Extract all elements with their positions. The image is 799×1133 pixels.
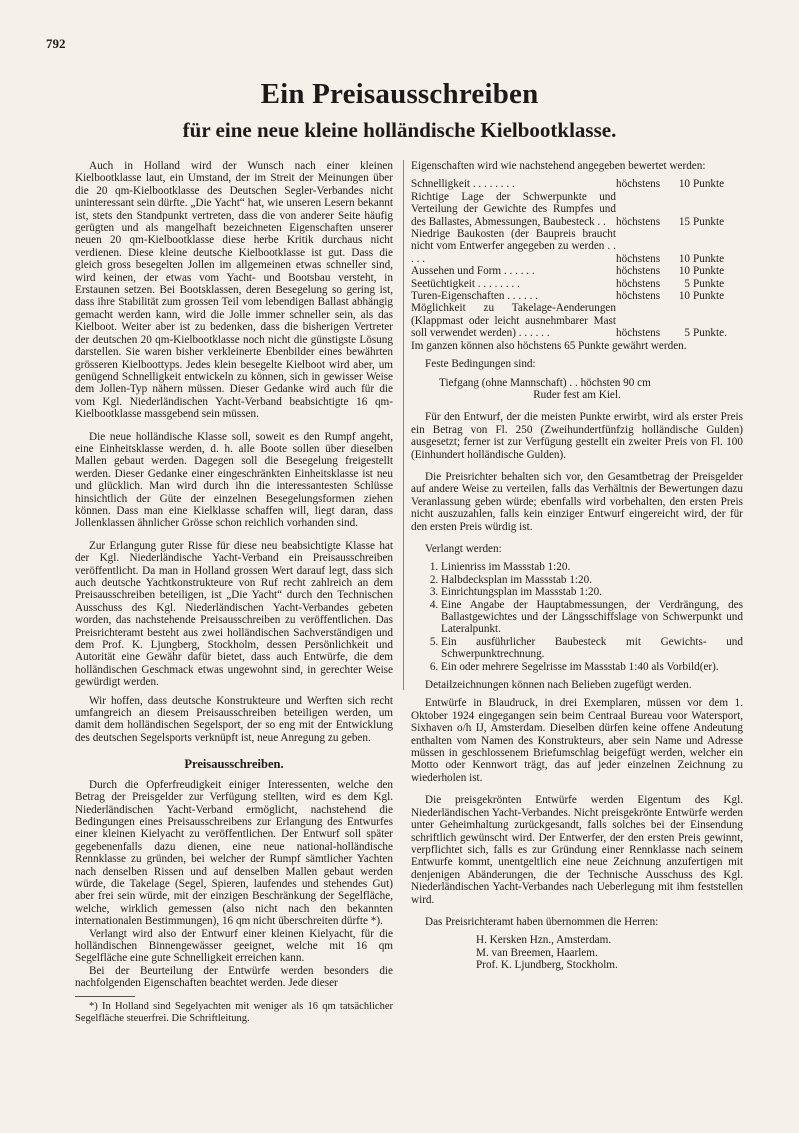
criteria-row <box>411 228 743 265</box>
criteria-qualifier: höchstens <box>616 327 661 340</box>
footnote: *) In Holland sind Segelyachten mit weniger als 16 qm tatsächlicher Segelfläche steuerfrei. Die Schriftleitung. <box>75 1000 393 1024</box>
criteria-points: 5 <box>684 277 690 290</box>
criteria-label: Niedrige Baukosten (der Baupreis braucht nicht vom Entwerfer angegeben zu werden . . . . . <box>411 228 616 265</box>
paragraph: Für den Entwurf, der die meisten Punkte erwirbt, wird als erster Preis ein Betrag von Fl. 250 (Zweihundertfünfzig holländische Gulden) ausgesetzt; ferner ist zur Verfügung gestellt ein zweiter Preis von Fl. 100 (Einhundert holländische Gulden). <box>411 411 743 461</box>
criteria-qualifier: höchstens <box>616 215 661 228</box>
criteria-row <box>411 302 743 339</box>
criteria-qualifier: höchstens <box>616 277 661 290</box>
criteria-row <box>411 265 743 277</box>
total-points: Im ganzen können also höchstens 65 Punkte gewährt werden. <box>411 339 687 352</box>
criteria-unit: Punkte <box>693 252 725 265</box>
paragraph: Wir hoffen, dass deutsche Konstrukteure und Werften sich recht umfangreich an diesem Preisausschreiben beteiligen werden, um damit dem holländischen Segelsport, der so eng mit der Entwicklung des deutschen Segelsports verknüpft ist, neue Anregung zu geben. <box>75 694 393 744</box>
judge-name: M. van Breemen, Haarlem. <box>476 946 598 959</box>
criteria-unit: Punkte <box>693 277 725 290</box>
criteria-qualifier: höchstens <box>616 290 661 303</box>
list-item: 3. Einrichtungsplan im Massstab 1:20. <box>441 586 743 598</box>
paragraph: Detailzeichnungen können nach Belieben zugefügt werden. <box>425 679 692 692</box>
criteria-label: Richtige Lage der Schwerpunkte und Verteilung der Gewichte des Rumpfes und des Ballastes, Abmessungen, Baubesteck . . <box>411 190 616 228</box>
criteria-points: 5 <box>684 327 690 340</box>
criteria-label: Möglichkeit zu Takelage-Aenderungen (Klappmast oder leicht ausnehmbarer Mast soll verwendet werden) . . . . . . <box>411 302 616 340</box>
article-subtitle: für eine neue kleine holländische Kielbootklasse. <box>182 118 617 142</box>
paragraph: Die preisgekrönten Entwürfe werden Eigentum des Kgl. Niederländischen Yacht-Verbandes. Nicht preisgekrönte Entwürfe werden unter Geheimhaltung zurückgesandt, falls solches bei der Einsendung schriftlich gewünscht wird. Der Entwerfer, der den ersten Preis gewinnt, verpflichtet sich, falls es zur Gründung einer Rennklasse nach seinem Entwurfe kommt, unentgeltlich eine neue Zeichnung anzufertigen mit denjenigen Abänderungen, die der Technische Ausschuss des Kgl. Niederländischen Yacht-Verbandes nach Ueberlegung mit ihm feststellen wird. <box>411 794 743 906</box>
criteria-table <box>411 178 743 339</box>
criteria-unit: Punkte <box>693 290 725 303</box>
judge-name: Prof. K. Ljundberg, Stockholm. <box>476 959 618 972</box>
criteria-points: 10 <box>678 265 690 278</box>
list-item: 6. Ein oder mehrere Segelrisse im Massstab 1:40 als Vorbild(er). <box>441 661 743 673</box>
fixed-condition-draft: Tiefgang (ohne Mannschaft) . . höchsten 90 cm <box>439 376 651 389</box>
criteria-points: 10 <box>678 178 690 191</box>
criteria-row <box>411 178 743 190</box>
required-title: Verlangt werden: <box>425 542 502 555</box>
paragraph: Verlangt wird also der Entwurf einer kleinen Kielyacht, für die holländischen Binnengewässer geeignet, welche mit 16 qm Segelfläche eine gute Schnelligkeit erreichen kann. <box>75 927 393 965</box>
list-item: 5. Ein ausführlicher Baubesteck mit Gewichts- und Schwerpunktrechnung. <box>441 636 743 661</box>
right-column <box>411 160 743 972</box>
criteria-unit: Punkte <box>693 178 725 191</box>
criteria-row <box>411 278 743 290</box>
footnote-rule <box>75 996 135 997</box>
criteria-label: Turen-Eigenschaften . . . . . . <box>411 290 538 303</box>
left-column <box>75 160 393 1025</box>
criteria-qualifier: höchstens <box>616 252 661 265</box>
fixed-conditions-title: Feste Bedingungen sind: <box>425 358 536 371</box>
paragraph: Eigenschaften wird wie nachstehend angegeben bewertet werden: <box>411 160 706 172</box>
paragraph: Die Preisrichter behalten sich vor, den Gesamtbetrag der Preisgelder auf andere Weise zu verteilen, falls das Verhältnis der Bewertungen dazu Veranlassung geben würde; ebenfalls wird vorbehalten, den ersten Preis nicht auszuzahlen, falls kein einziger Entwurf eingereicht wird, der für den ersten Preis würdig ist. <box>411 470 743 533</box>
criteria-qualifier: höchstens <box>616 178 661 191</box>
paragraph: Entwürfe in Blaudruck, in drei Exemplaren, müssen vor dem 1. Oktober 1924 eingegangen sein beim Centraal Bureau voor Watersport, Sixhaven o/h IJ, Amsterdam. Dieselben dürfen keine offene Andeutung enthalten vom Namen des Konstrukteurs, aber sein Name und Adresse müssen in geschlossenem Briefumschlag beigefügt werden, welcher ein Motto oder Kennwort trägt, das auf jeder einzelnen Zeichnung zu wiederholen ist. <box>411 697 743 784</box>
criteria-label: Seetüchtigkeit . . . . . . . . <box>411 277 520 290</box>
required-list <box>411 561 743 673</box>
criteria-row <box>411 290 743 302</box>
criteria-unit: Punkte <box>693 265 725 278</box>
paragraph: Bei der Beurteilung der Entwürfe werden besonders die nachfolgenden Eigenschaften beachtet werden. Jede dieser <box>75 964 393 990</box>
criteria-points: 10 <box>678 252 690 265</box>
paragraph: Durch die Opferfreudigkeit einiger Interessenten, welche den Betrag der Preisgelder zur Verfügung stellten, wird es dem Kgl. Niederländischen Yacht-Verband ermöglicht, nachstehend die Bedingungen eines Preisausschreibens zur Erlangung des Entwurfes einer kleinen Kielyacht zu veröffentlichen. Der Entwurf soll später gegebenenfalls dazu dienen, eine neue national-holländische Rennklasse zu gründen, bei welcher der Rumpf sämtlicher Yachten nach denselben Rissen und auf denselben Mallen gebaut werden würde, die Takelage (Segel, Spieren, laufendes und stehendes Gut) aber frei sein würde, mit der einzigen Beschränkung der Segelfläche, welche, wirklich gemessen (also nicht nach den bekannten internationalen Bestimmungen), 16 qm nicht überschreiten dürfte *). <box>75 778 393 928</box>
page-number: 792 <box>46 36 66 51</box>
criteria-unit: Punkte. <box>693 327 727 340</box>
judge-name: H. Kersken Hzn., Amsterdam. <box>476 934 612 947</box>
criteria-label: Schnelligkeit . . . . . . . . <box>411 178 515 191</box>
judges-intro: Das Preisrichteramt haben übernommen die Herren: <box>425 915 659 928</box>
paragraph: Zur Erlangung guter Risse für diese neu beabsichtigte Klasse hat der Kgl. Niederländische Yacht-Verband ein Preisausschreiben veröffentlicht. Da man in Holland grossen Wert darauf legt, dass sich auch deutsche Yachtkonstrukteure von Ruf recht zahlreich an dem Preisausschreiben beteiligen, ist „Die Yacht“ durch den Technischen Ausschuss des Kgl. Niederländischen Yacht-Verbandes gebeten worden, das nachstehende Preisausschreiben zu veröffentlichen. Das Preisrichteramt besteht aus zwei holländischen Sachverständigen und dem Prof. K. Ljungberg, Stockholm, dessen Persönlichkeit und Autorität eine Gewähr dafür bietet, dass auch Entwürfe, die dem holländischen Geschmack etwas ungewohnt sind, in gerechter Weise gewürdigt werden. <box>75 539 393 689</box>
article-title: Ein Preisausschreiben <box>260 78 539 110</box>
criteria-points: 10 <box>678 290 690 303</box>
criteria-points: 15 <box>678 215 690 228</box>
criteria-unit: Punkte <box>693 215 725 228</box>
criteria-qualifier: höchstens <box>616 265 661 278</box>
criteria-row <box>411 191 743 228</box>
fixed-condition-rudder: Ruder fest am Kiel. <box>533 388 621 401</box>
paragraph: Die neue holländische Klasse soll, soweit es den Rumpf angeht, eine Einheitsklasse werden, d. h. alle Boote sollen über dieselben Mallen gebaut werden. Dagegen soll die Besegelung freigestellt werden. Dieser Gedanke einer eingeschränkten Einheitsklasse ist neu und glücklich. Man wird durch ihn die interessantesten Schlüsse hinsichtlich der Güte der einzelnen Besegelungsformen ziehen können. Dass man eine Kielklasse schaffen will, liegt daran, dass Jollenklassen ähnlicher Grösse schon reichlich vorhanden sind. <box>75 430 393 530</box>
section-heading: Preisausschreiben. <box>184 757 284 772</box>
list-item: 4. Eine Angabe der Hauptabmessungen, der Verdrängung, des Ballastgewichtes und der Längsschiffslage von Schwerpunkt und Lateralpunkt. <box>441 599 743 636</box>
criteria-label: Aussehen und Form . . . . . . <box>411 265 535 278</box>
column-divider <box>403 160 404 690</box>
list-item: 2. Halbdecksplan im Massstab 1:20. <box>441 574 743 586</box>
paragraph: Auch in Holland wird der Wunsch nach einer kleinen Kielbootklasse laut, ein Umstand, der im Streit der Meinungen über die 20 qm-Kielbootklasse des Deutschen Segler-Verbandes nicht uninteressant sein dürfte. „Die Yacht“ hat, wie unseren Lesern bekannt ist, stets den Standpunkt vertreten, dass die von anderer Seite häufig gerügten und als mangelhaft bezeichneten Eigenschaften unserer neuen 20 qm-Kielbootklasse diese herbe Kritik durchaus nicht verdienen. Diese kleine deutsche Kielbootklasse ist gut. Dass die gleich gross besegelten Jollen im allgemeinen etwas schneller sind, wird keinen, der etwas vom Yacht- und Bootsbau versteht, in Erstaunen setzen. Bei Bootsklassen, deren Besegelung so gering ist, dass ihre Stabilität zum grossen Teil vom lebendigen Ballast abhängig gemacht werden kann, wird die Jolle immer schneller sein, als das Kielboot. Weiter aber ist zu bedenken, dass die bisherigen Vertreter der deutschen 20 qm-Kielbootklasse noch nicht die günstigste Lösung darstellen. Sie waren bisher verkleinerte Ebenbilder eines bewährten grösseren Kielboottyps. Jedes klein besegelte Kielboot wird aber, um genügend Schnelligkeit entwickeln zu können, sich in gewisser Weise dem Jollen-Typ nähern müssen. Dieser Gedanke wird auch für die vom Kgl. Niederländischen Yacht-Verband beabsichtigte 16 qm-Kielbootklasse massgebend sein müssen. <box>75 160 393 421</box>
list-item: 1. Linienriss im Massstab 1:20. <box>441 561 743 573</box>
